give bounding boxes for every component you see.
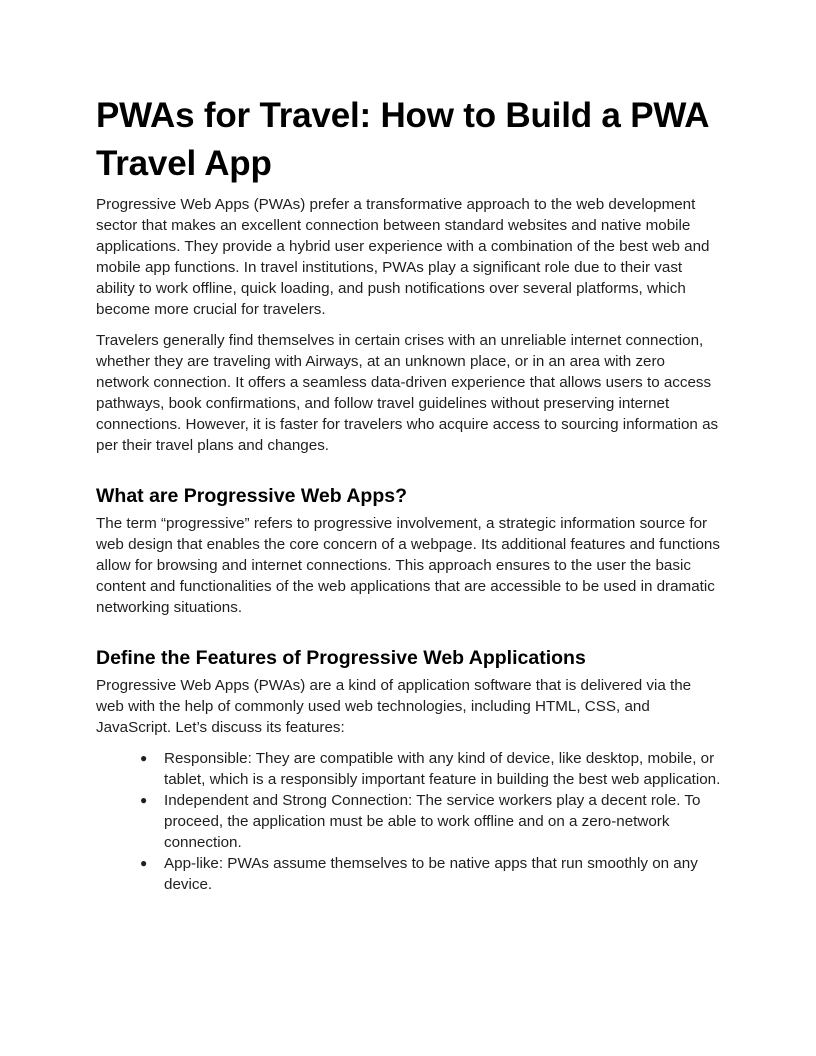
- section-heading-features: Define the Features of Progressive Web Applications: [96, 647, 586, 669]
- bullet-icon: ●: [140, 856, 148, 870]
- section-heading-what-are-pwas: What are Progressive Web Apps?: [96, 485, 408, 507]
- bullet-icon: ●: [140, 751, 148, 765]
- section-paragraph-what-are-pwas: The term “progressive” refers to progressive involvement, a strategic information source for web design that enables the core concern of a webpage. Its additional features and functions allow for browsing and internet connections. This approach ensures to the user the basic content and functionalities of the web applications that are accessible to be used in dramatic networking situations.: [96, 515, 720, 616]
- features-list: [96, 748, 722, 895]
- list-item-text: App-like: PWAs assume themselves to be native apps that run smoothly on any device.: [164, 855, 698, 893]
- list-item-text: Independent and Strong Connection: The service workers play a decent role. To proceed, the application must be able to work offline and on a zero-network connection.: [164, 792, 701, 851]
- intro-paragraph-2: Travelers generally find themselves in certain crises with an unreliable internet connection, whether they are traveling with Airways, at an unknown place, or in an area with zero network connection. It offers a seamless data-driven experience that allows users to access pathways, book confirmations, and follow travel guidelines without preserving internet connections. However, it is faster for travelers who acquire access to sourcing information as per their travel plans and changes.: [96, 332, 719, 454]
- section-paragraph-features: Progressive Web Apps (PWAs) are a kind of application software that is delivered via the web with the help of commonly used web technologies, including HTML, CSS, and JavaScript. Let’s discuss its features:: [96, 677, 692, 736]
- list-item: [140, 748, 722, 790]
- bullet-icon: ●: [140, 793, 148, 807]
- list-item-text: Responsible: They are compatible with any kind of device, like desktop, mobile, or tablet, which is a responsibly important feature in building the best web application.: [164, 750, 721, 788]
- document-page: [96, 92, 722, 895]
- list-item: [140, 853, 722, 895]
- list-item: [140, 790, 722, 853]
- page-title: PWAs for Travel: How to Build a PWA Travel App: [96, 96, 709, 183]
- intro-paragraph-1: Progressive Web Apps (PWAs) prefer a transformative approach to the web development sector that makes an excellent connection between standard websites and native mobile applications. They provide a hybrid user experience with a combination of the best web and mobile app functions. In travel institutions, PWAs play a significant role due to their vast ability to work offline, quick loading, and push notifications over several platforms, which become more crucial for travelers.: [96, 196, 710, 318]
